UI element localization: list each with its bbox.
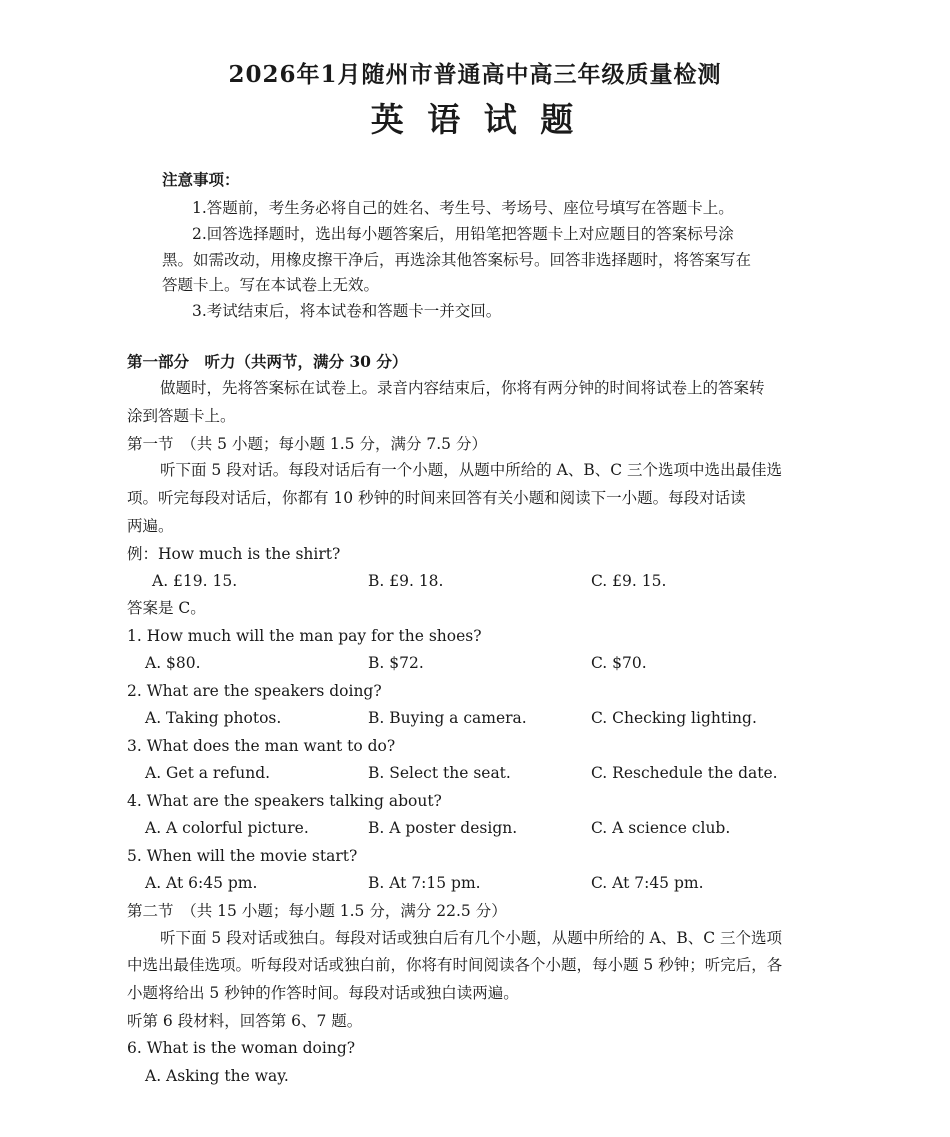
section1-intro-line2: 项。听完每段对话后，你都有 10 秒钟的时间来回答有关小题和阅读下一小题。每段对话读 <box>127 489 746 507</box>
question-5: 5. When will the movie start? <box>127 847 358 865</box>
notice-item-1: 1.答题前，考生务必将自己的姓名、考生号、考场号、座位号填写在答题卡上。 <box>192 199 734 217</box>
part1-heading: 第一部分 听力（共两节，满分 30 分） <box>127 352 408 371</box>
section2-intro-line2: 中选出最佳选项。听每段对话或独白前，你将有时间阅读各个小题，每小题 5 秒钟；听完后，各 <box>127 956 783 974</box>
question-2: 2. What are the speakers doing? <box>127 682 382 700</box>
section2-intro-line1: 听下面 5 段对话或独白。每段对话或独白后有几个小题，从题中所给的 A、B、C 三个选项 <box>160 929 783 947</box>
question-6-option-a: A. Asking the way. <box>145 1067 289 1085</box>
question-2-option-a: A. Taking photos. <box>145 709 282 727</box>
question-3: 3. What does the man want to do? <box>127 737 396 755</box>
notice-heading: 注意事项： <box>162 170 240 189</box>
notice-item-2-line1: 2.回答选择题时，选出每小题答案后，用铅笔把答题卡上对应题目的答案标号涂 <box>192 225 734 243</box>
section1-intro-line1: 听下面 5 段对话。每段对话后有一个小题，从题中所给的 A、B、C 三个选项中选出最佳选 <box>160 461 783 479</box>
question-5-option-b: B. At 7:15 pm. <box>368 874 481 892</box>
question-4: 4. What are the speakers talking about? <box>127 792 442 810</box>
section2-material: 听第 6 段材料，回答第 6、7 题。 <box>127 1012 363 1030</box>
example-option-a: A. £19. 15. <box>152 572 238 590</box>
question-2-option-b: B. Buying a camera. <box>368 709 527 727</box>
example-option-c: C. £9. 15. <box>591 572 667 590</box>
subject-title: 英 语 试 题 <box>370 100 580 139</box>
notice-item-2-line2: 黑。如需改动，用橡皮擦干净后，再选涂其他答案标号。回答非选择题时，将答案写在 <box>162 251 752 269</box>
exam-title: 2026年1月随州市普通高中高三年级质量检测 <box>228 61 722 88</box>
section2-heading: 第二节 （共 15 小题；每小题 1.5 分，满分 22.5 分） <box>127 902 507 920</box>
example-question: 例：How much is the shirt? <box>127 545 341 563</box>
question-1-option-b: B. $72. <box>368 654 424 672</box>
question-5-option-a: A. At 6:45 pm. <box>145 874 258 892</box>
notice-item-3: 3.考试结束后，将本试卷和答题卡一并交回。 <box>192 302 502 320</box>
section1-heading: 第一节 （共 5 小题；每小题 1.5 分，满分 7.5 分） <box>127 435 487 453</box>
question-3-option-b: B. Select the seat. <box>368 764 511 782</box>
part1-intro-line1: 做题时，先将答案标在试卷上。录音内容结束后，你将有两分钟的时间将试卷上的答案转 <box>160 379 765 397</box>
question-2-option-c: C. Checking lighting. <box>591 709 757 727</box>
question-4-option-a: A. A colorful picture. <box>145 819 309 837</box>
question-3-option-c: C. Reschedule the date. <box>591 764 778 782</box>
question-3-option-a: A. Get a refund. <box>145 764 271 782</box>
question-5-option-c: C. At 7:45 pm. <box>591 874 704 892</box>
question-1-option-a: A. $80. <box>145 654 201 672</box>
question-1-option-c: C. $70. <box>591 654 647 672</box>
notice-item-2-line3: 答题卡上。写在本试卷上无效。 <box>162 276 380 294</box>
example-answer: 答案是 C。 <box>127 599 206 617</box>
question-6: 6. What is the woman doing? <box>127 1039 356 1057</box>
part1-intro-line2: 涂到答题卡上。 <box>127 407 236 425</box>
section1-intro-line3: 两遍。 <box>127 517 174 535</box>
question-4-option-b: B. A poster design. <box>368 819 518 837</box>
question-1: 1. How much will the man pay for the shoes? <box>127 627 482 645</box>
example-option-b: B. £9. 18. <box>368 572 444 590</box>
section2-intro-line3: 小题将给出 5 秒钟的作答时间。每段对话或独白读两遍。 <box>127 984 519 1002</box>
question-4-option-c: C. A science club. <box>591 819 731 837</box>
